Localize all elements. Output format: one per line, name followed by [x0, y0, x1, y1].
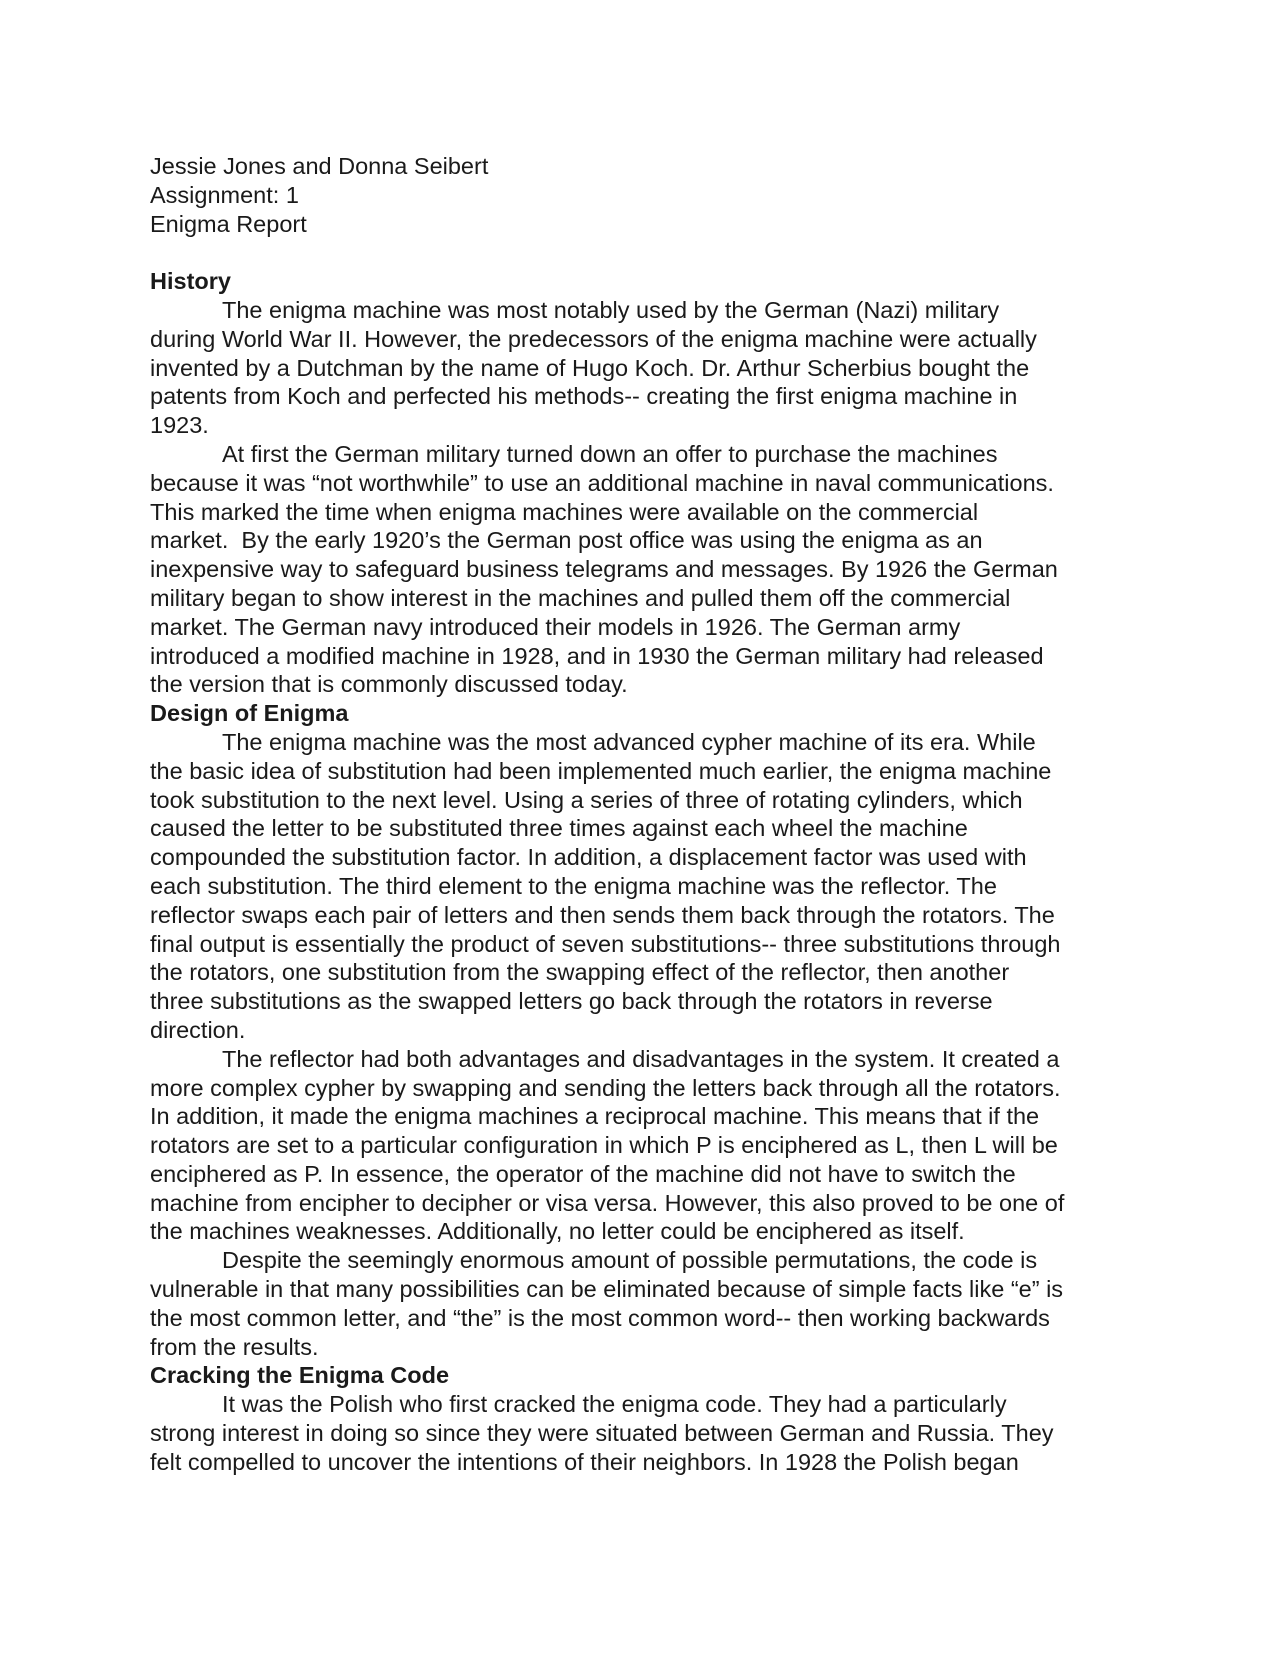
text-line: felt compelled to uncover the intentions of their neighbors. In 1928 the Polish began — [150, 1448, 1019, 1475]
text-line: more complex cypher by swapping and sending the letters back through all the rotators. — [150, 1074, 1061, 1101]
text-line: direction. — [150, 1016, 246, 1043]
report-title: Enigma Report — [150, 210, 307, 237]
section — [150, 267, 1150, 699]
text-line: patents from Koch and perfected his methods-- creating the first enigma machine in — [150, 383, 1018, 410]
text-line: market. By the early 1920’s the German post office was using the enigma as an — [150, 527, 983, 554]
text-line: This marked the time when enigma machines were available on the commercial — [150, 498, 979, 525]
text-line: military began to show interest in the machines and pulled them off the commercial — [150, 584, 1011, 611]
text-line: compounded the substitution factor. In addition, a displacement factor was used with — [150, 844, 1027, 871]
section-heading: Design of Enigma — [150, 700, 349, 727]
text-line: during World War II. However, the predecessors of the enigma machine were actually — [150, 325, 1037, 352]
text-line: vulnerable in that many possibilities can be eliminated because of simple facts like “e” is — [150, 1276, 1064, 1303]
paragraph — [150, 440, 1150, 699]
text-line: the basic idea of substitution had been implemented much earlier, the enigma machine — [150, 757, 1052, 784]
text-line: machine from encipher to decipher or visa versa. However, this also proved to be one of — [150, 1189, 1065, 1216]
paragraph — [150, 296, 1150, 440]
text-line: introduced a modified machine in 1928, and in 1930 the German military had released — [150, 642, 1044, 669]
text-line: because it was “not worthwhile” to use an additional machine in naval communications. — [150, 469, 1054, 496]
text-line: It was the Polish who first cracked the enigma code. They had a particularly — [222, 1391, 1007, 1418]
document-page — [150, 152, 1150, 1477]
text-line: Despite the seemingly enormous amount of possible permutations, the code is — [222, 1247, 1038, 1274]
text-line: The reflector had both advantages and disadvantages in the system. It created a — [222, 1045, 1060, 1072]
text-line: In addition, it made the enigma machines a reciprocal machine. This means that if the — [150, 1103, 1040, 1130]
text-line: At first the German military turned down an offer to purchase the machines — [222, 440, 998, 467]
paragraph — [150, 1390, 1150, 1476]
text-line: three substitutions as the swapped letters go back through the rotators in reverse — [150, 988, 993, 1015]
text-line: market. The German navy introduced their models in 1926. The German army — [150, 613, 961, 640]
text-line: rotators are set to a particular configuration in which P is enciphered as L, then L will be — [150, 1132, 1058, 1159]
text-line: strong interest in doing so since they were situated between German and Russia. They — [150, 1420, 1054, 1447]
blank-line — [150, 238, 1150, 267]
text-line: the most common letter, and “the” is the most common word-- then working backwards — [150, 1304, 1050, 1331]
text-line: from the results. — [150, 1333, 319, 1360]
author-line: Jessie Jones and Donna Seibert — [150, 153, 489, 179]
text-line: 1923. — [150, 412, 209, 439]
text-line: the rotators, one substitution from the swapping effect of the reflector, then another — [150, 959, 1010, 986]
paragraph — [150, 728, 1150, 1045]
text-line: enciphered as P. In essence, the operator of the machine did not have to switch the — [150, 1160, 1016, 1187]
text-line: the machines weaknesses. Additionally, no letter could be enciphered as itself. — [150, 1218, 965, 1245]
text-line: invented by a Dutchman by the name of Hugo Koch. Dr. Arthur Scherbius bought the — [150, 354, 1030, 381]
text-line: reflector swaps each pair of letters and then sends them back through the rotators. The — [150, 901, 1055, 928]
paragraph — [150, 1045, 1150, 1247]
text-line: caused the letter to be substituted three times against each wheel the machine — [150, 815, 968, 842]
paragraph — [150, 1246, 1150, 1361]
text-line: The enigma machine was the most advanced cypher machine of its era. While — [222, 728, 1036, 755]
text-line: final output is essentially the product of seven substitutions-- three substitutions through — [150, 930, 1061, 957]
text-line: inexpensive way to safeguard business telegrams and messages. By 1926 the German — [150, 556, 1058, 583]
text-line: took substitution to the next level. Using a series of three of rotating cylinders, which — [150, 786, 1023, 813]
section-heading: History — [150, 268, 231, 295]
section-heading: Cracking the Enigma Code — [150, 1362, 450, 1389]
text-line: each substitution. The third element to the enigma machine was the reflector. The — [150, 872, 997, 899]
section — [150, 1361, 1150, 1476]
section — [150, 699, 1150, 1361]
assignment-line: Assignment: 1 — [150, 181, 299, 208]
text-line: The enigma machine was most notably used by the German (Nazi) military — [222, 296, 1000, 323]
report-body — [150, 267, 1150, 1476]
text-line: the version that is commonly discussed today. — [150, 671, 628, 698]
